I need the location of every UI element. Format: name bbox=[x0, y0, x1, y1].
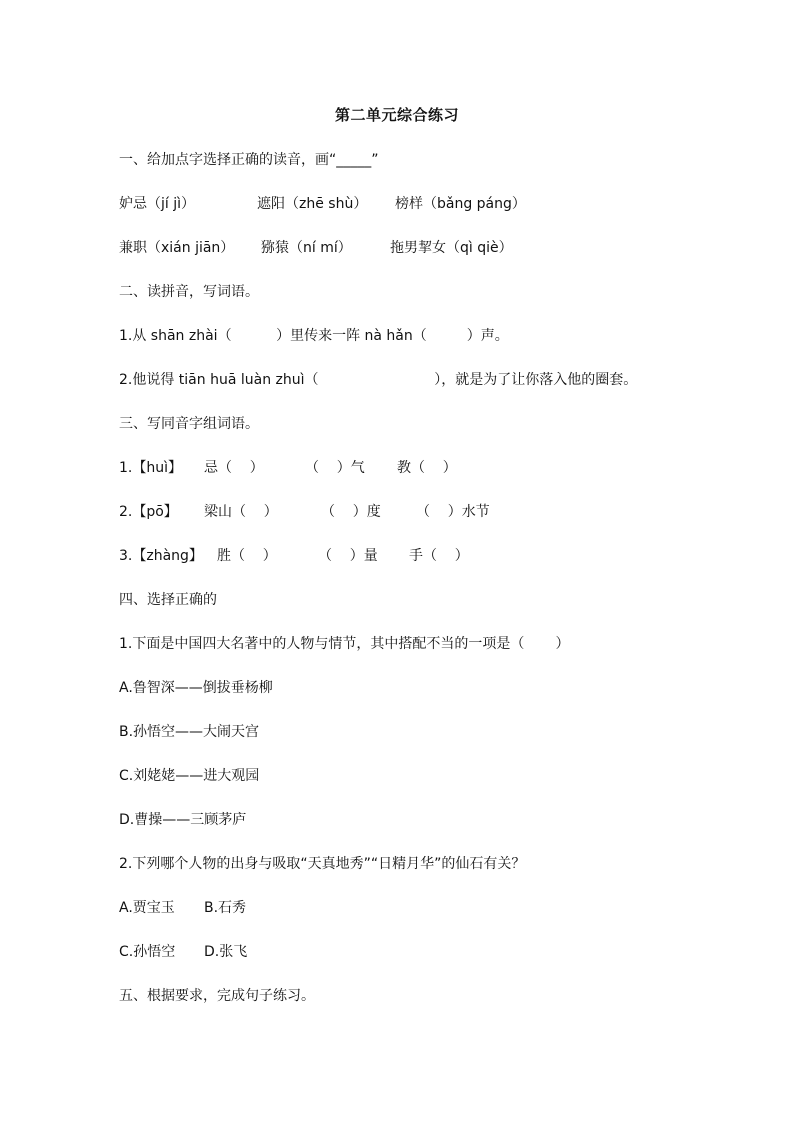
section4-question-1: 1.下面是中国四大名著中的人物与情节，其中搭配不当的一项是（ ） bbox=[119, 636, 570, 652]
homophone-item: 忌（ ） bbox=[204, 460, 264, 476]
option-d: D.张飞 bbox=[204, 944, 248, 960]
homophone-item: 胜（ ） bbox=[217, 548, 277, 564]
homophone-item: （ ）水节 bbox=[416, 504, 490, 520]
homophone-label: 3.【zhàng】 bbox=[119, 548, 203, 564]
section1-item: 榜样（bǎng páng） bbox=[395, 196, 526, 212]
option-a: A.贾宝玉 bbox=[119, 900, 175, 916]
option-c: C.刘姥姥——进大观园 bbox=[119, 768, 260, 784]
section2-question-1: 1.从 shān zhài（ ）里传来一阵 nà hǎn（ ）声。 bbox=[119, 328, 509, 344]
section3-heading: 三、写同音字组词语。 bbox=[119, 416, 259, 432]
homophone-item: 梁山（ ） bbox=[204, 504, 278, 520]
option-d: D.曹操——三顾茅庐 bbox=[119, 812, 247, 828]
section1-item: 遮阳（zhē shù） bbox=[257, 196, 368, 212]
option-b: B.石秀 bbox=[204, 900, 247, 916]
section2-heading: 二、读拼音，写词语。 bbox=[119, 284, 259, 300]
page-title: 第二单元综合练习 bbox=[334, 106, 459, 124]
homophone-label: 2.【pō】 bbox=[119, 504, 178, 520]
homophone-item: 教（ ） bbox=[397, 460, 457, 476]
homophone-item: （ ）量 bbox=[318, 548, 378, 564]
section2-question-2: 2.他说得 tiān huā luàn zhuì（ ），就是为了让你落入他的圈套。 bbox=[119, 372, 638, 388]
homophone-item: （ ）气 bbox=[305, 460, 365, 476]
option-c: C.孙悟空 bbox=[119, 944, 176, 960]
section1-heading: 一、给加点字选择正确的读音，画“_____” bbox=[119, 152, 379, 168]
section1-item: 猕猿（ní mí） bbox=[261, 240, 352, 256]
option-a: A.鲁智深——倒拔垂杨柳 bbox=[119, 680, 273, 696]
section4-question-2: 2.下列哪个人物的出身与吸取“天真地秀”“日精月华”的仙石有关？ bbox=[119, 856, 526, 872]
option-b: B.孙悟空——大闹天宫 bbox=[119, 724, 260, 740]
section1-item: 妒忌（jí jì） bbox=[119, 196, 196, 212]
section1-item: 拖男挈女（qì qiè） bbox=[390, 240, 513, 256]
homophone-item: 手（ ） bbox=[409, 548, 469, 564]
section5-heading: 五、根据要求，完成句子练习。 bbox=[119, 988, 315, 1004]
homophone-label: 1.【huì】 bbox=[119, 460, 182, 476]
section1-item: 兼职（xián jiān） bbox=[119, 240, 235, 256]
homophone-item: （ ）度 bbox=[321, 504, 381, 520]
section4-heading: 四、选择正确的 bbox=[119, 592, 217, 608]
